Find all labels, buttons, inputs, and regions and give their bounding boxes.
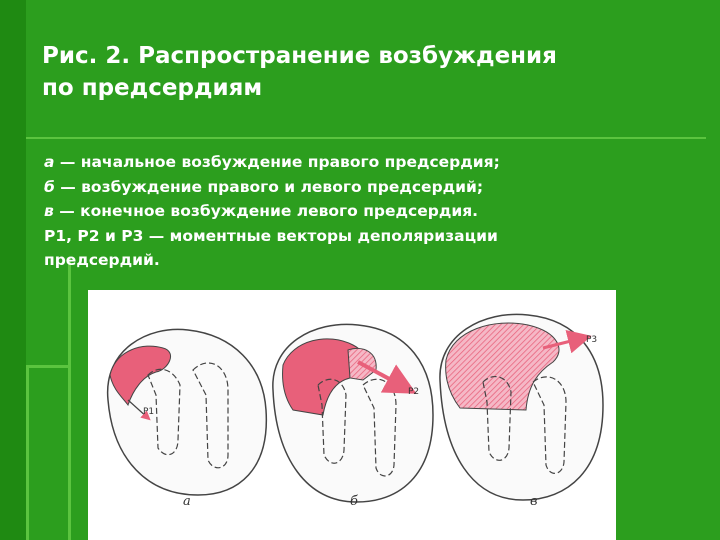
- caption-text-b: — возбуждение правого и левого предсердий;: [54, 177, 484, 196]
- panel-label-a: а: [183, 494, 191, 509]
- caption-text-v: — конечное возбуждение левого предсердия.: [53, 202, 479, 220]
- panel-a-heart: [108, 329, 267, 495]
- panel-label-b: б: [350, 494, 358, 509]
- title-line2: по предсердиям: [42, 75, 263, 101]
- caption-line-b: [44, 175, 694, 200]
- panel-label-v: в: [530, 494, 538, 509]
- decor-line-vertical-2: [68, 258, 71, 540]
- figure-caption: [44, 150, 694, 273]
- caption-letter-b: б: [44, 177, 55, 196]
- decor-line-horizontal-1: [26, 137, 706, 139]
- svg-text:P2: P2: [408, 387, 420, 397]
- decor-line-vertical-1: [26, 365, 29, 540]
- svg-text:P3: P3: [586, 335, 598, 345]
- panel-v-heart: [440, 314, 603, 500]
- caption-letter-v: в: [44, 202, 54, 220]
- caption-line-vectors: P1, P2 и P3 — моментные векторы деполяризации: [44, 226, 498, 245]
- slide-title: [42, 40, 682, 104]
- caption-letter-a: а: [44, 153, 55, 171]
- title-text: Распространение возбуждения: [138, 43, 557, 69]
- caption-line-end: предсердий.: [44, 251, 160, 269]
- svg-text:P1: P1: [143, 407, 155, 417]
- title-prefix: Рис. 2.: [42, 43, 131, 69]
- panel-b-heart: [273, 324, 433, 502]
- caption-text-a: — начальное возбуждение правого предсердия;: [54, 153, 500, 171]
- caption-line-a: [44, 150, 694, 175]
- decor-line-horizontal-2: [26, 365, 68, 368]
- left-dark-band: [0, 0, 26, 540]
- caption-line-v: [44, 199, 694, 224]
